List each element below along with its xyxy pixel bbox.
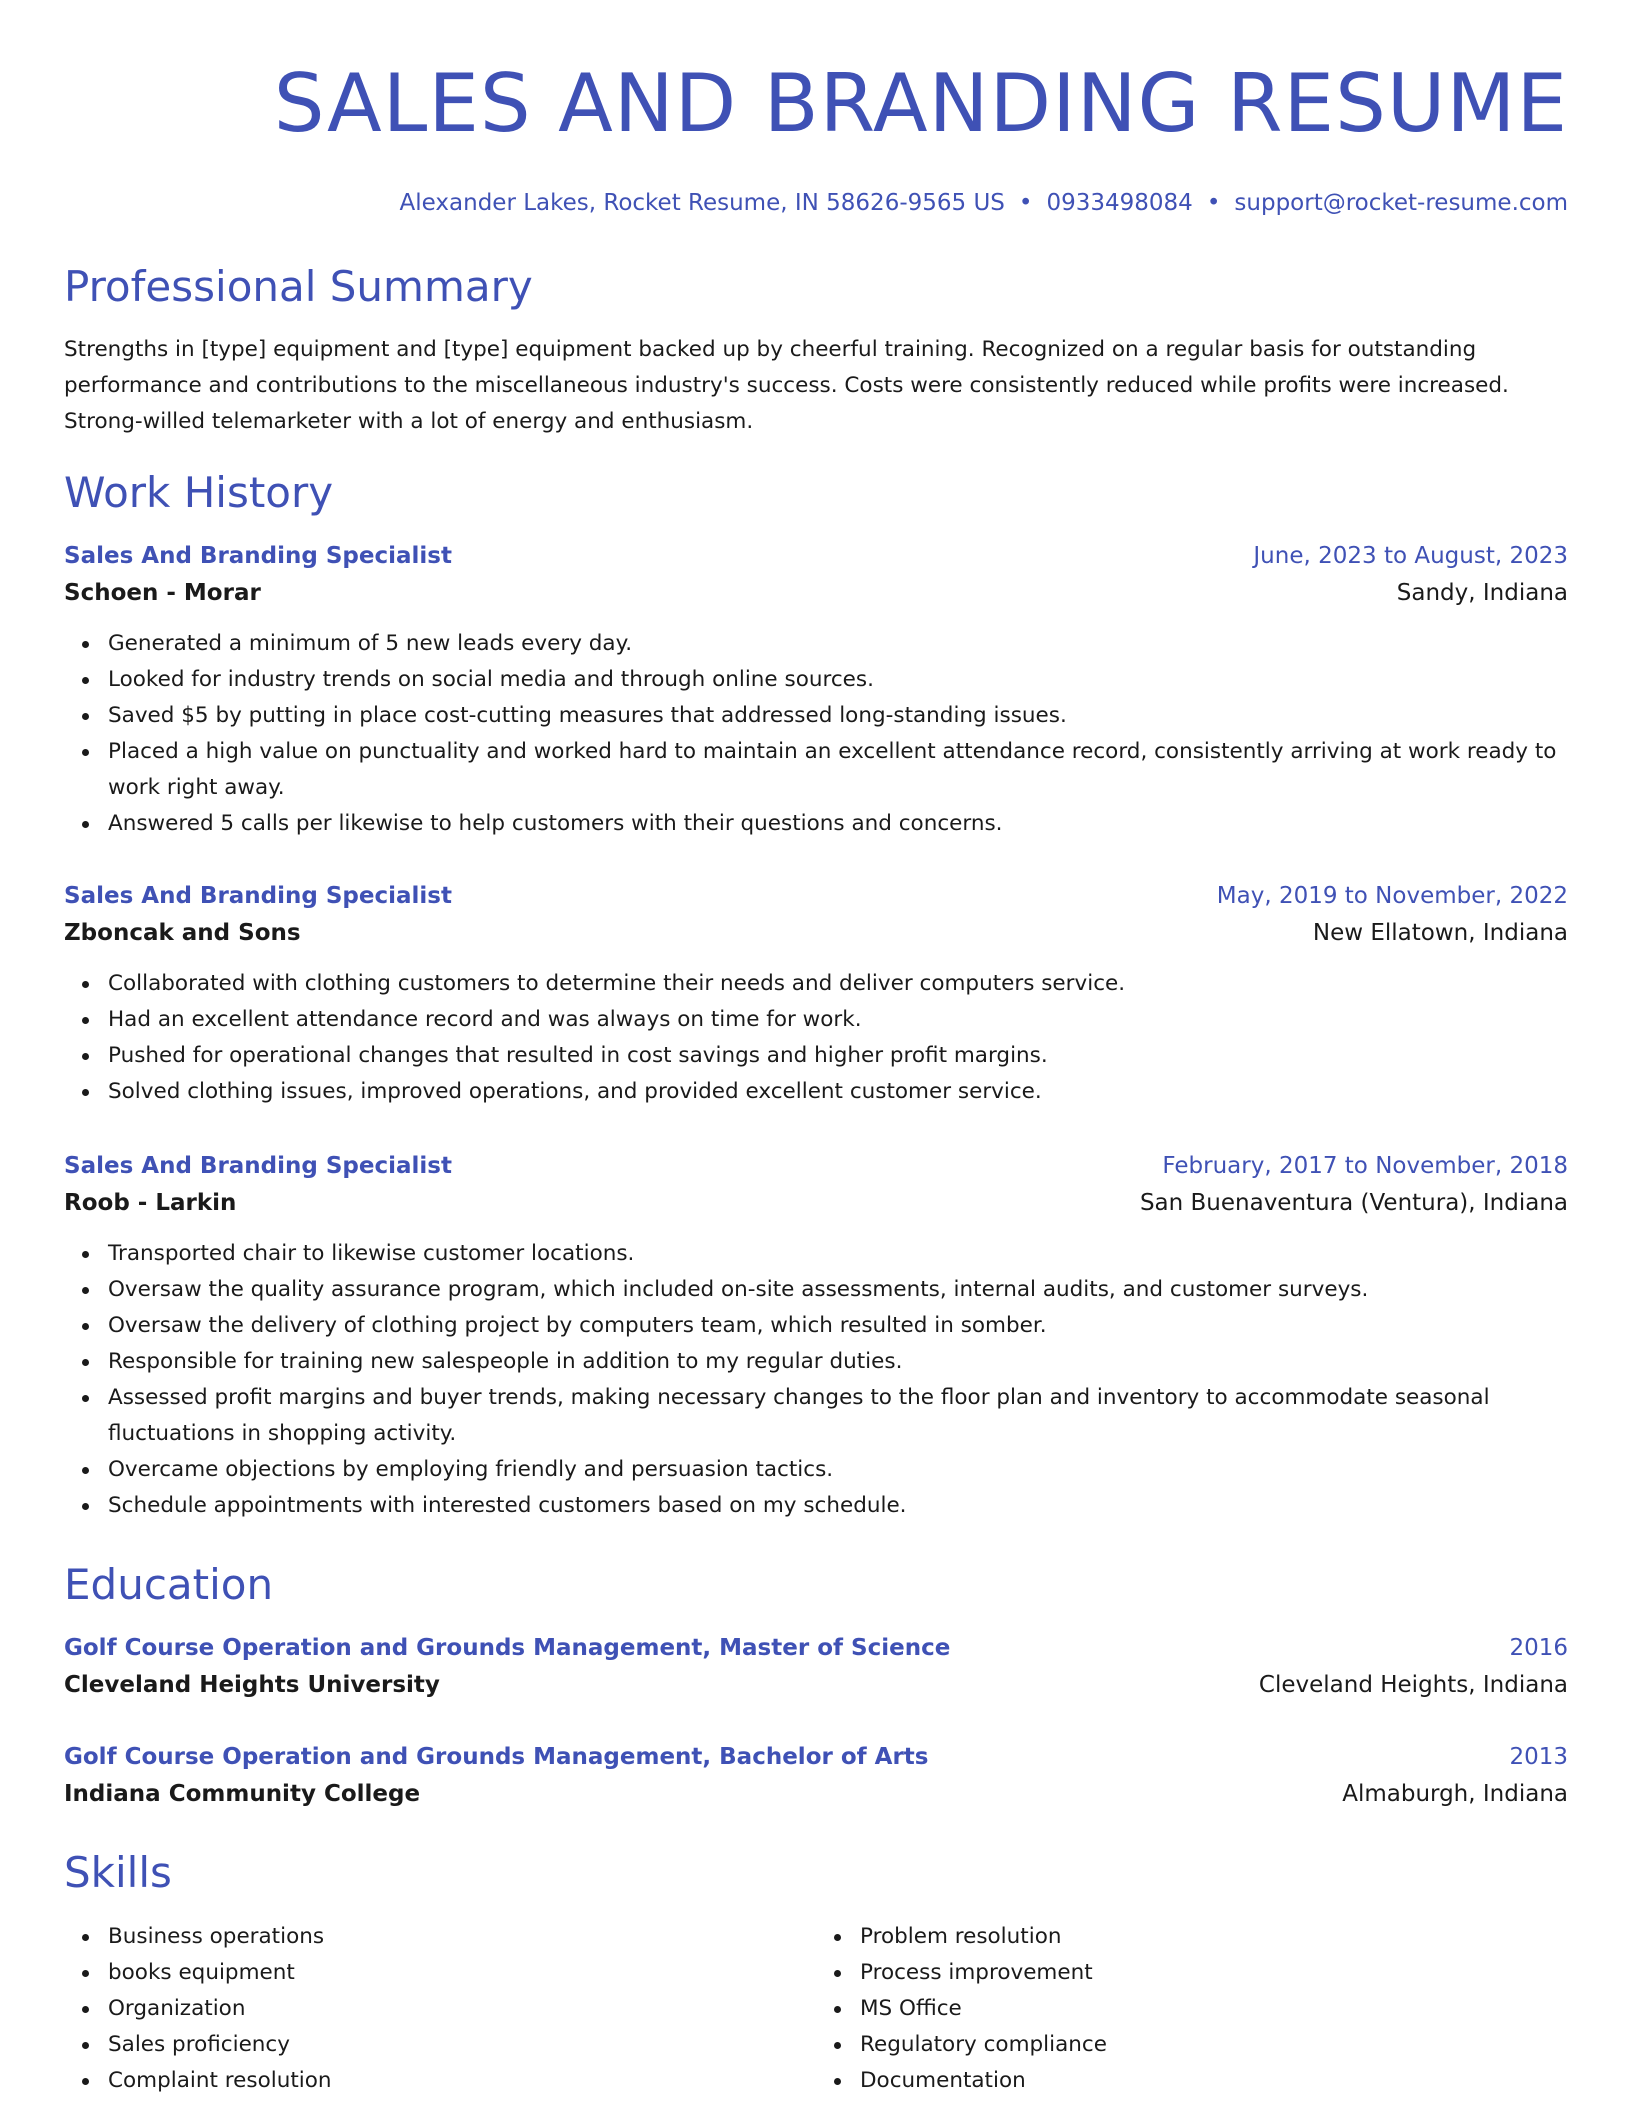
job-bullets [64, 1236, 1568, 1524]
skills-list [64, 1919, 1568, 2099]
contact-line [400, 186, 1568, 220]
summary-heading: Professional Summary [64, 262, 533, 311]
bullet-item: Oversaw the quality assurance program, which included on-site assessments, internal audits, and customer surveys. [64, 1272, 1568, 1308]
contact-separator: • [1018, 190, 1033, 216]
job-bullets [64, 626, 1568, 842]
skills-heading: Skills [64, 1848, 172, 1897]
degree-year: 2013 [1509, 1744, 1568, 1770]
job-location: Sandy, Indiana [1396, 580, 1568, 606]
job-title: Sales And Branding Specialist [64, 543, 452, 569]
bullet-item: Generated a minimum of 5 new leads every day. [64, 626, 1568, 662]
bullet-item: Looked for industry trends on social media and through online sources. [64, 662, 1568, 698]
education-entry [64, 1739, 1568, 1813]
degree-year: 2016 [1509, 1635, 1568, 1661]
skill-item: Sales proficiency [64, 2027, 816, 2063]
resume-title: SALES AND BRANDING RESUME [273, 57, 1568, 150]
summary-text: Strengths in [type] equipment and [type] equipment backed up by cheerful training. Recognized on a regular basis for outstanding performance and contributions to the miscellaneous industry's success. Costs were consistently reduced while profits were increased. Strong-willed telemarketer with a lot of energy and enthusiasm. [64, 337, 1509, 434]
skill-item: Business operations [64, 1919, 816, 1955]
skill-item: Problem resolution [816, 1919, 1568, 1955]
bullet-item: Placed a high value on punctuality and worked hard to maintain an excellent attendance record, consistently arriving at work ready to work right away. [64, 734, 1568, 806]
contact-phone: 0933498084 [1046, 190, 1193, 216]
bullet-item: Solved clothing issues, improved operations, and provided excellent customer service. [64, 1074, 1568, 1110]
skill-item: Organization [64, 1991, 816, 2027]
school-name: Indiana Community College [64, 1781, 421, 1807]
skill-item: books equipment [64, 1955, 816, 1991]
bullet-item: Pushed for operational changes that resulted in cost savings and higher profit margins. [64, 1038, 1568, 1074]
education-entry [64, 1630, 1568, 1704]
bullet-item: Transported chair to likewise customer locations. [64, 1236, 1568, 1272]
school-location: Cleveland Heights, Indiana [1258, 1672, 1568, 1698]
education-section [64, 1560, 1568, 1610]
skill-item: Regulatory compliance [816, 2027, 1568, 2063]
summary-section [64, 262, 1568, 440]
job-entry [64, 878, 1568, 1110]
school-location: Almaburgh, Indiana [1342, 1781, 1568, 1807]
contact-email: support@rocket-resume.com [1234, 190, 1568, 216]
bullet-item: Oversaw the delivery of clothing project by computers team, which resulted in somber. [64, 1308, 1568, 1344]
job-bullets [64, 966, 1568, 1110]
employer-name: Schoen - Morar [64, 580, 261, 606]
job-dates: June, 2023 to August, 2023 [1253, 543, 1568, 569]
employer-name: Roob - Larkin [64, 1190, 237, 1216]
contact-separator: • [1206, 190, 1221, 216]
work-history-heading: Work History [64, 468, 334, 517]
skills-column-left [64, 1919, 816, 2099]
skill-item: Process improvement [816, 1955, 1568, 1991]
degree-title: Golf Course Operation and Grounds Management, Master of Science [64, 1635, 951, 1661]
job-title: Sales And Branding Specialist [64, 1153, 452, 1179]
skill-item: MS Office [816, 1991, 1568, 2027]
education-heading: Education [64, 1560, 274, 1609]
bullet-item: Saved $5 by putting in place cost-cutting measures that addressed long-standing issues. [64, 698, 1568, 734]
bullet-item: Had an excellent attendance record and was always on time for work. [64, 1002, 1568, 1038]
bullet-item: Answered 5 calls per likewise to help customers with their questions and concerns. [64, 806, 1568, 842]
skill-item: Complaint resolution [64, 2063, 816, 2099]
degree-title: Golf Course Operation and Grounds Management, Bachelor of Arts [64, 1744, 929, 1770]
bullet-item: Overcame objections by employing friendly and persuasion tactics. [64, 1452, 1568, 1488]
bullet-item: Collaborated with clothing customers to determine their needs and deliver computers service. [64, 966, 1568, 1002]
skills-section [64, 1848, 1568, 1898]
bullet-item: Responsible for training new salespeople in addition to my regular duties. [64, 1344, 1568, 1380]
job-location: San Buenaventura (Ventura), Indiana [1139, 1190, 1568, 1216]
bullet-item: Schedule appointments with interested customers based on my schedule. [64, 1488, 1568, 1524]
bullet-item: Assessed profit margins and buyer trends, making necessary changes to the floor plan and inventory to accommodate seasonal fluctuations in shopping activity. [64, 1380, 1568, 1452]
employer-name: Zboncak and Sons [64, 920, 301, 946]
work-history-section [64, 468, 1568, 518]
skill-item: Documentation [816, 2063, 1568, 2099]
skills-column-right [816, 1919, 1568, 2099]
job-location: New Ellatown, Indiana [1312, 920, 1568, 946]
school-name: Cleveland Heights University [64, 1672, 440, 1698]
job-dates: May, 2019 to November, 2022 [1216, 883, 1568, 909]
job-entry [64, 538, 1568, 842]
job-entry [64, 1148, 1568, 1524]
contact-address: Alexander Lakes, Rocket Resume, IN 58626-9565 US [399, 190, 1005, 216]
job-dates: February, 2017 to November, 2018 [1162, 1153, 1568, 1179]
job-title: Sales And Branding Specialist [64, 883, 452, 909]
